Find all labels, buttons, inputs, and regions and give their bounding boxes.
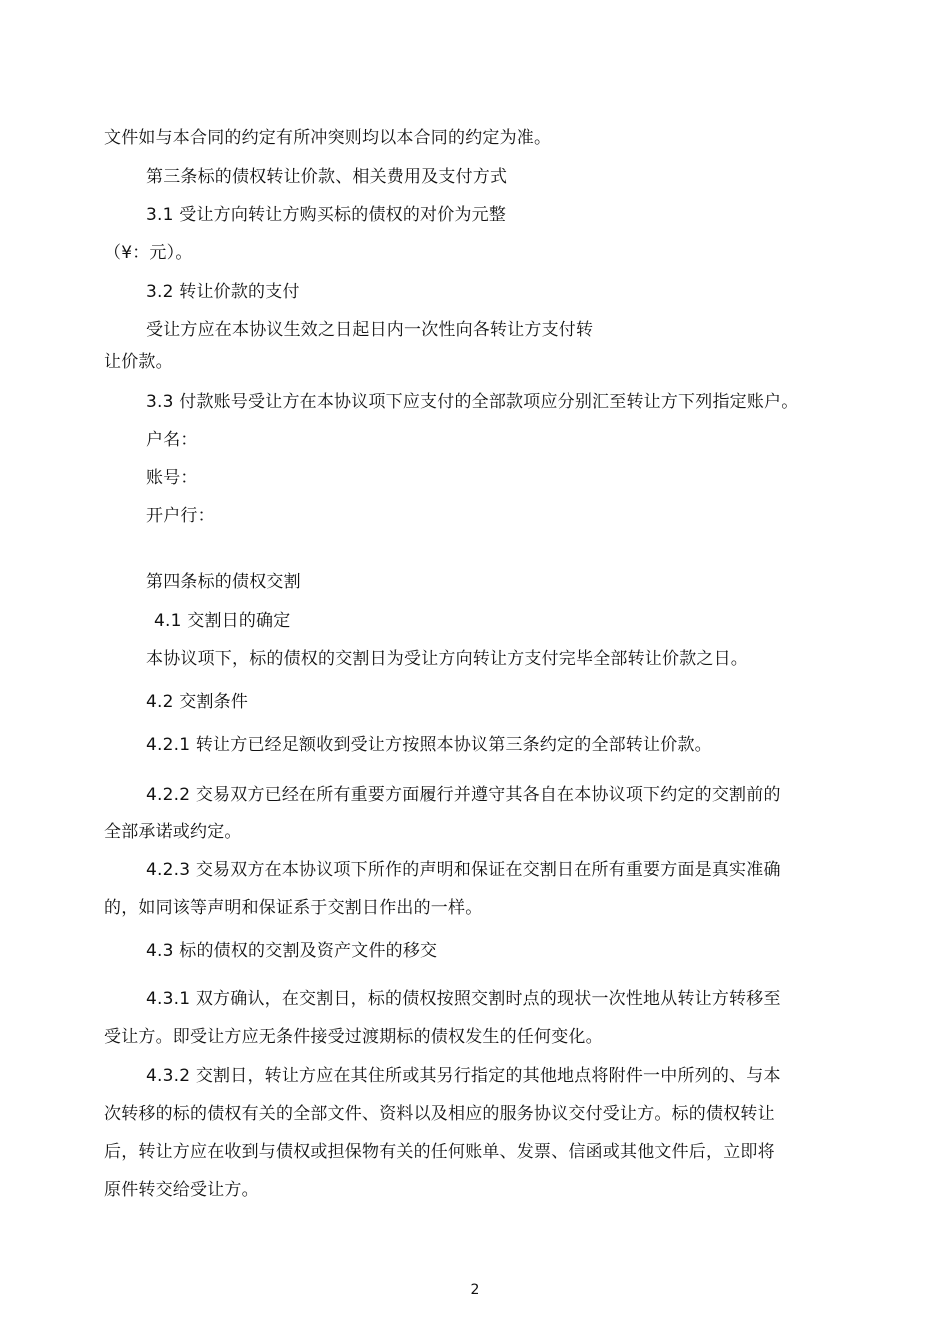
- text-line: 受让方。即受让方应无条件接受过渡期标的债权发生的任何变化。: [104, 1027, 603, 1047]
- text-line: 让价款。: [104, 352, 173, 372]
- text-line: 次转移的标的债权有关的全部文件、资料以及相应的服务协议交付受让方。标的债权转让: [104, 1104, 775, 1124]
- text-line: （¥：元）。: [104, 243, 193, 263]
- section-heading-4: 第四条标的债权交割: [146, 572, 301, 592]
- text-line: 本协议项下，标的债权的交割日为受让方向转让方支付完毕全部转让价款之日。: [146, 649, 748, 669]
- account-name-label: 户名：: [146, 430, 198, 450]
- bank-label: 开户行：: [146, 506, 215, 526]
- clause-heading: 3.2 转让价款的支付: [146, 282, 300, 302]
- text-line: 文件如与本合同的约定有所冲突则均以本合同的约定为准。: [104, 128, 552, 148]
- clause-heading: 4.1 交割日的确定: [154, 611, 291, 631]
- page-number: 2: [470, 1282, 480, 1298]
- clause-heading: 4.2 交割条件: [146, 692, 249, 712]
- text-line: 4.3.2 交割日，转让方应在其住所或其另行指定的其他地点将附件一中所列的、与本: [146, 1066, 781, 1086]
- account-number-label: 账号：: [146, 468, 198, 488]
- text-line: 3.3 付款账号受让方在本协议项下应支付的全部款项应分别汇至转让方下列指定账户。: [146, 392, 799, 412]
- clause-heading: 4.3 标的债权的交割及资产文件的移交: [146, 941, 438, 961]
- text-line: 全部承诺或约定。: [104, 822, 242, 842]
- text-line: 4.2.3 交易双方在本协议项下所作的声明和保证在交割日在所有重要方面是真实准确: [146, 860, 781, 880]
- text-line: 3.1 受让方向转让方购买标的债权的对价为元整: [146, 205, 507, 225]
- text-line: 4.2.1 转让方已经足额收到受让方按照本协议第三条约定的全部转让价款。: [146, 735, 712, 755]
- text-line: 的，如同该等声明和保证系于交割日作出的一样。: [104, 898, 483, 918]
- text-line: 4.2.2 交易双方已经在所有重要方面履行并遵守其各自在本协议项下约定的交割前的: [146, 785, 781, 805]
- text-line: 4.3.1 双方确认，在交割日，标的债权按照交割时点的现状一次性地从转让方转移至: [146, 989, 781, 1009]
- text-line: 受让方应在本协议生效之日起日内一次性向各转让方支付转: [146, 320, 594, 340]
- section-heading-3: 第三条标的债权转让价款、相关费用及支付方式: [146, 167, 508, 187]
- text-line: 原件转交给受让方。: [104, 1180, 259, 1200]
- text-line: 后，转让方应在收到与债权或担保物有关的任何账单、发票、信函或其他文件后，立即将: [104, 1142, 775, 1162]
